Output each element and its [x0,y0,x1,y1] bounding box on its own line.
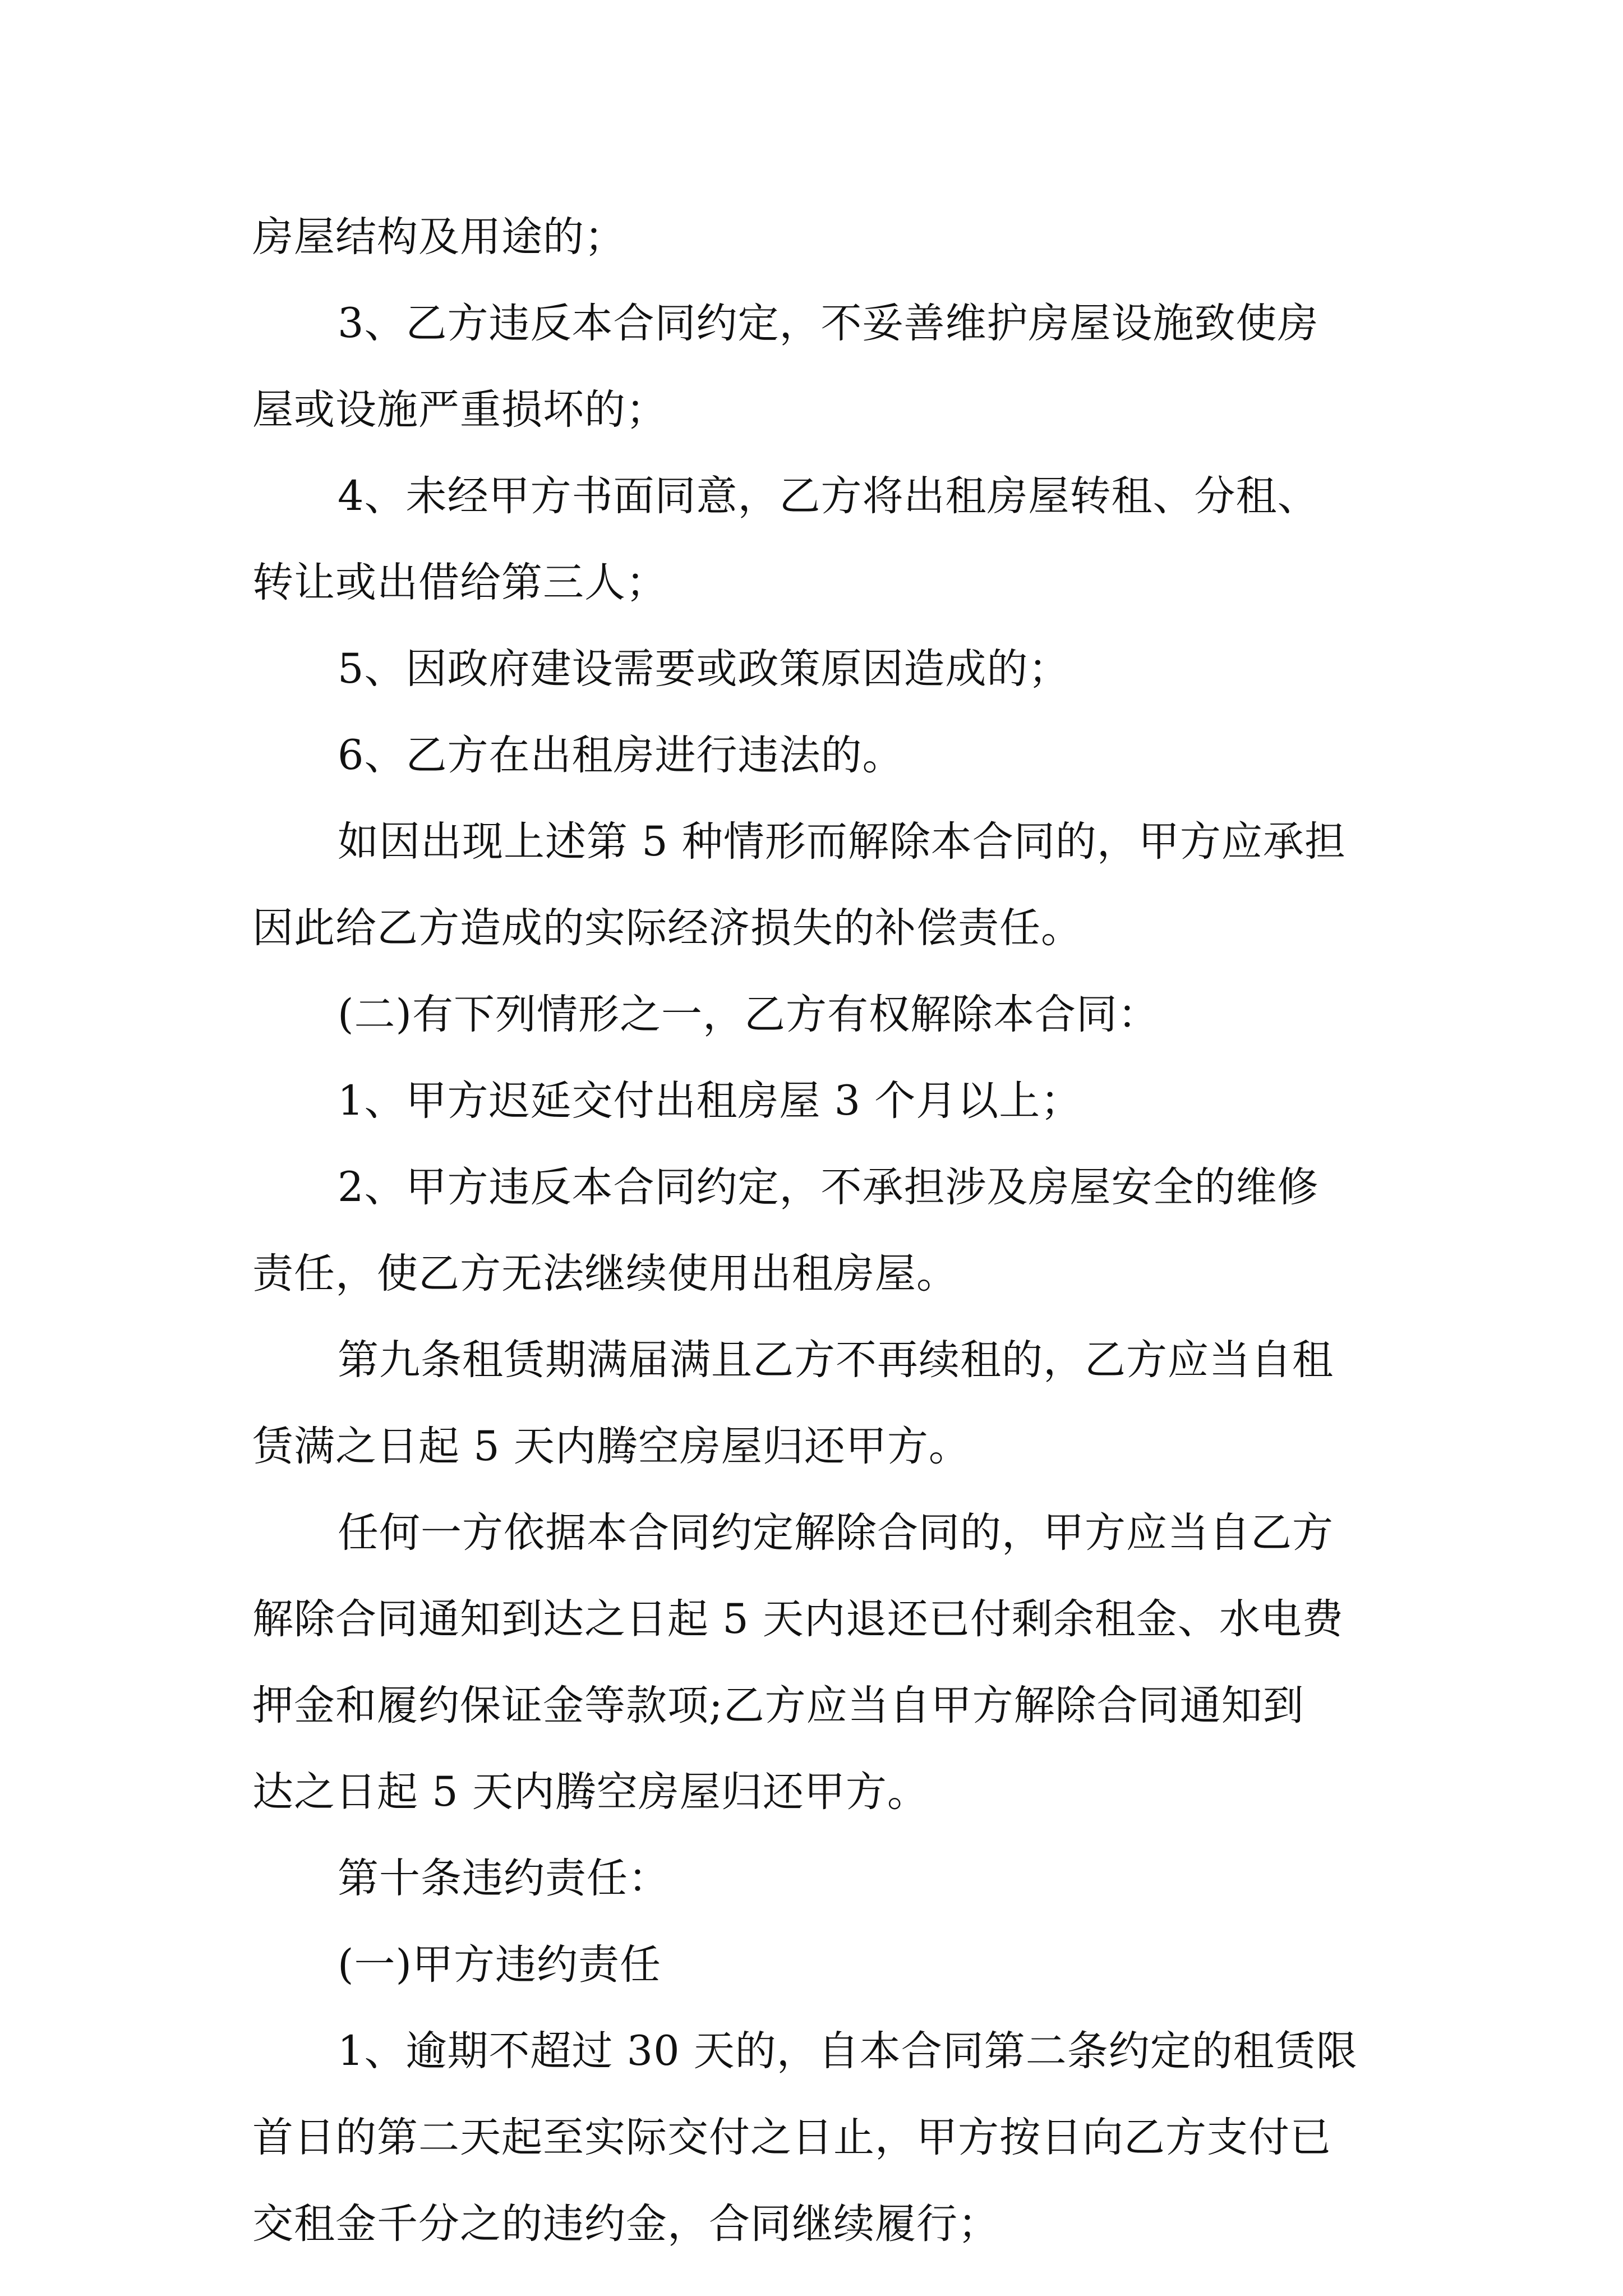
text-line: 房屋结构及用途的； [252,213,626,261]
text-line: 屋或设施严重损坏的； [252,386,667,434]
text-line: 如因出现上述第 5 种情形而解除本合同的，甲方应承担 [338,818,1346,866]
text-line: 6、乙方在出租房进行违法的。 [338,731,904,779]
text-line: 1、甲方迟延交付出租房屋 3 个月以上； [338,1077,1082,1125]
text-line: 赁满之日起 5 天内腾空房屋归还甲方。 [252,1423,970,1470]
text-line: 转让或出借给第三人； [252,559,667,606]
text-line: 2、甲方违反本合同约定，不承担涉及房屋安全的维修 [338,1163,1319,1211]
text-line: 第九条租赁期满届满且乙方不再续租的，乙方应当自租 [338,1336,1334,1384]
text-line: (二)有下列情形之一，乙方有权解除本合同： [338,991,1159,1038]
text-line: 交租金千分之的违约金，合同继续履行； [252,2200,999,2248]
text-line: 解除合同通知到达之日起 5 天内退还已付剩余租金、水电费 [252,1595,1344,1643]
text-line: 任何一方依据本合同约定解除合同的，甲方应当自乙方 [338,1509,1334,1557]
text-line: 4、未经甲方书面同意，乙方将出租房屋转租、分租、 [338,472,1319,520]
text-line: 5、因政府建设需要或政策原因造成的； [338,645,1070,693]
text-line: 1、逾期不超过 30 天的，自本合同第二条约定的租赁限 [338,2027,1358,2075]
text-line: 责任，使乙方无法继续使用出租房屋。 [252,1250,958,1297]
text-line: (一)甲方违约责任 [338,1941,661,1989]
text-line: 达之日起 5 天内腾空房屋归还甲方。 [252,1768,929,1816]
text-line: 押金和履约保证金等款项;乙方应当自甲方解除合同通知到 [252,1682,1304,1729]
text-line: 因此给乙方造成的实际经济损失的补偿责任。 [252,904,1082,952]
text-line: 第十条违约责任： [338,1855,670,1902]
text-line: 首日的第二天起至实际交付之日止，甲方按日向乙方支付已 [252,2114,1331,2161]
text-line: 3、乙方违反本合同约定，不妥善维护房屋设施致使房 [338,300,1319,347]
